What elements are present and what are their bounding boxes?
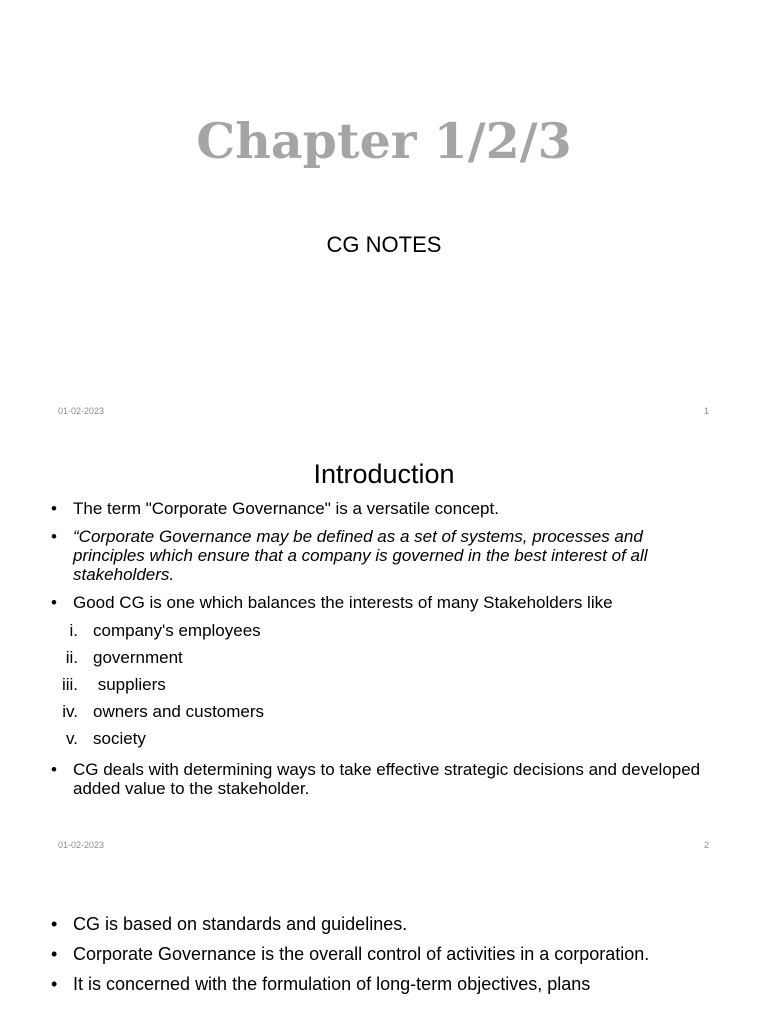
bullet-icon: • [51, 974, 58, 994]
list-item [51, 675, 711, 694]
bullet-item [51, 914, 731, 935]
list-number: iv. [62, 702, 78, 721]
list-item [51, 648, 711, 667]
list-number: iii. [61, 675, 78, 694]
bullet-item [51, 593, 711, 612]
footer-date: 01-02-2023 [58, 406, 105, 416]
footer-date: 01-02-2023 [58, 840, 105, 850]
page-number: 1 [703, 406, 709, 416]
bullet-text: CG is based on standards and guidelines. [73, 914, 408, 934]
slide-subtitle: CG NOTES [326, 232, 442, 257]
list-text: government [93, 648, 183, 667]
bullet-icon: • [51, 593, 57, 612]
bullet-text: It is concerned with the formulation of long-term objectives, plans [73, 974, 591, 994]
list-number: i. [69, 621, 78, 640]
list-text: suppliers [93, 675, 166, 694]
bullet-item [51, 527, 711, 584]
slide-3 [0, 866, 768, 1024]
bullet-icon: • [51, 527, 57, 546]
bullet-list [51, 499, 711, 612]
slide-1 [0, 0, 768, 433]
page-number: 2 [703, 840, 709, 850]
bullet-list [51, 760, 711, 798]
bullet-list [51, 914, 731, 995]
bullet-icon: • [51, 760, 57, 779]
bullet-item [51, 944, 731, 965]
slide-2 [0, 433, 768, 866]
bullet-icon: • [51, 944, 58, 964]
bullet-item [51, 974, 731, 995]
bullet-item [51, 499, 711, 518]
list-item [51, 729, 711, 748]
slide-title: Chapter 1/2/3 [196, 112, 572, 170]
bullet-icon: • [51, 914, 58, 934]
list-text: owners and customers [93, 702, 265, 721]
bullet-text: CG deals with determining ways to take effective strategic decisions and developed added value to the stakeholder. [73, 760, 701, 798]
list-item [51, 621, 711, 640]
bullet-text: The term "Corporate Governance" is a versatile concept. [73, 499, 499, 518]
slide-title: Introduction [313, 459, 455, 489]
list-item [51, 702, 711, 721]
bullet-text: Good CG is one which balances the interests of many Stakeholders like [73, 593, 613, 612]
list-text: company's employees [93, 621, 261, 640]
list-number: ii. [65, 648, 78, 667]
stakeholder-list [51, 621, 711, 748]
list-text: society [93, 729, 146, 748]
bullet-text: “Corporate Governance may be defined as a set of systems, processes and principles which ensure that a company is governed in the best interest of all stakeholders. [73, 527, 648, 584]
bullet-text: Corporate Governance is the overall control of activities in a corporation. [73, 944, 650, 964]
list-number: v. [66, 729, 78, 748]
bullet-icon: • [51, 499, 57, 518]
bullet-item [51, 760, 711, 798]
